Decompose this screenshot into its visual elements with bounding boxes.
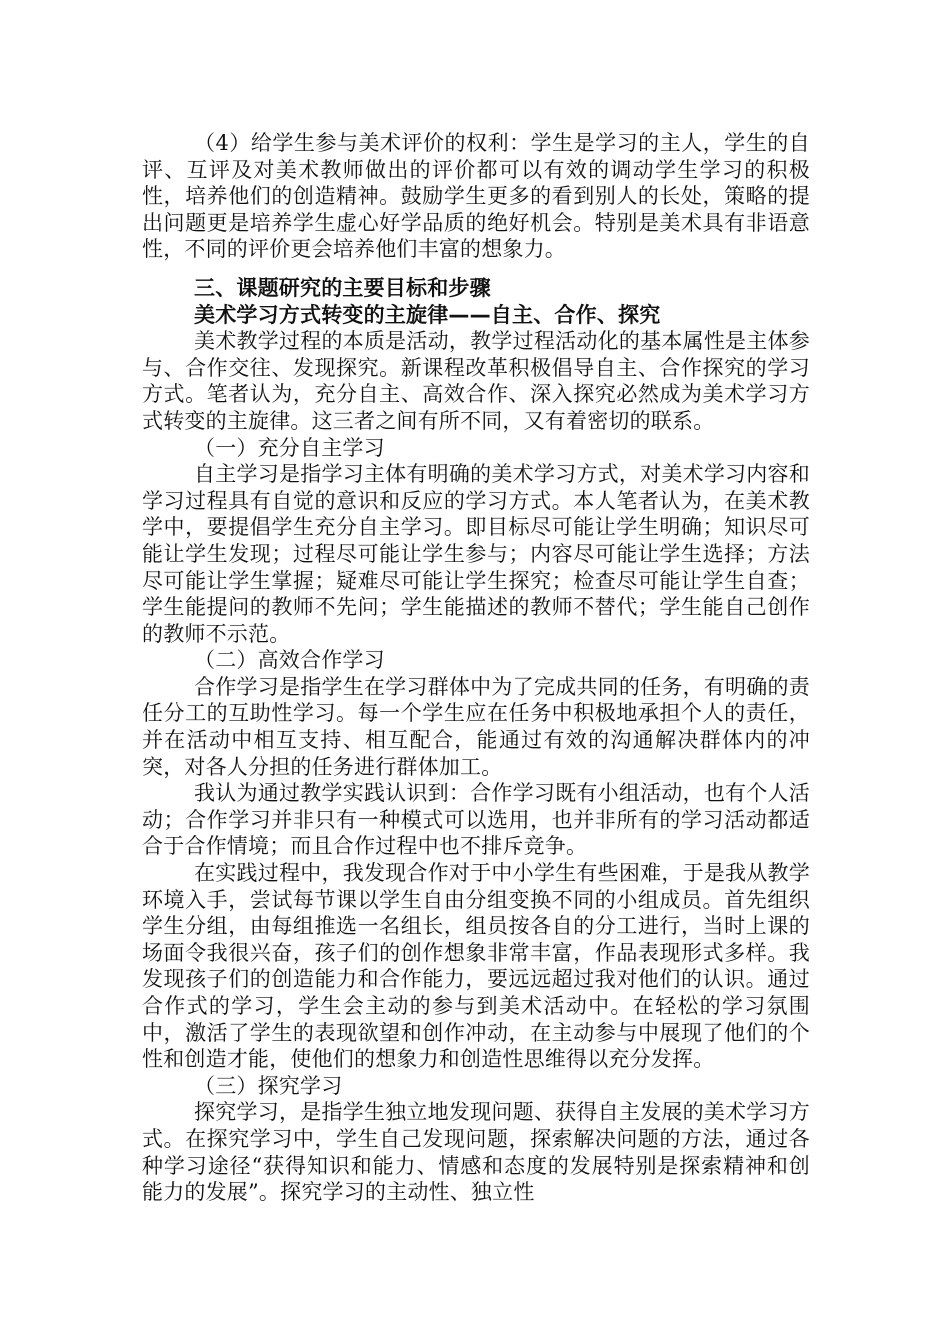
paragraph-inquiry: 探究学习，是指学生独立地发现问题、获得自主发展的美术学习方式。在探究学习中，学生自己发现问题，探索解决问题的方法，通过各种学习途径“获得知识和能力、情感和态度的发展特别是探索精神和创能力的发展”。探究学习的主动性、独立性 xyxy=(142,1100,810,1205)
paragraph-cooperative-definition: 合作学习是指学生在学习群体中为了完成共同的任务，有明确的责任分工的互助性学习。每一个学生应在任务中积极地承担个人的责任，并在活动中相互支持、相互配合，能通过有效的沟通解决群体内的冲突，对各人分担的任务进行群体加工。 xyxy=(142,674,810,779)
document-page xyxy=(142,130,810,1206)
section-heading: 三、课题研究的主要目标和步骤 xyxy=(194,275,491,300)
section-subheading: 美术学习方式转变的主旋律——自主、合作、探究 xyxy=(194,302,661,327)
paragraph-cooperative-practice: 我认为通过教学实践认识到：合作学习既有小组活动，也有个人活动；合作学习并非只有一种模式可以选用，也并非所有的学习活动都适合于合作情境；而且合作过程中也不排斥竞争。 xyxy=(142,781,810,859)
subsection-title-inquiry: （三）探究学习 xyxy=(194,1073,343,1098)
subsection-title-cooperative: （二）高效合作学习 xyxy=(194,648,385,673)
subsection-title-autonomous: （一）充分自主学习 xyxy=(194,435,385,460)
paragraph-autonomous: 自主学习是指学习主体有明确的美术学习方式，对美术学习内容和学习过程具有自觉的意识和反应的学习方式。本人笔者认为，在美术教学中，要提倡学生充分自主学习。即目标尽可能让学生明确；知识尽可能让学生发现；过程尽可能让学生参与；内容尽可能让学生选择；方法尽可能让学生掌握；疑难尽可能让学生探究；检查尽可能让学生自查；学生能提问的教师不先问；学生能描述的教师不替代；学生能自己创作的教师不示范。 xyxy=(142,462,810,646)
paragraph-cooperative-experience: 在实践过程中，我发现合作对于中小学生有些困难，于是我从教学环境入手，尝试每节课以学生自由分组变换不同的小组成员。首先组织学生分组，由每组推选一名组长，组员按各自的分工进行，当时上课的场面令我很兴奋，孩子们的创作想象非常丰富，作品表现形式多样。我发现孩子们的创造能力和合作能力，要远远超过我对他们的认识。通过合作式的学习，学生会主动的参与到美术活动中。在轻松的学习氛围中，激活了学生的表现欲望和创作冲动，在主动参与中展现了他们的个性和创造才能，使他们的想象力和创造性思维得以充分发挥。 xyxy=(142,861,810,1072)
paragraph-intro: 美术教学过程的本质是活动，教学过程活动化的基本属性是主体参与、合作交往、发现探究。新课程改革积极倡导自主、合作探究的学习方式。笔者认为，充分自主、高效合作、深入探究必然成为美术学习方式转变的主旋律。这三者之间有所不同，又有着密切的联系。 xyxy=(142,329,810,433)
paragraph-evaluation-rights: （4）给学生参与美术评价的权利：学生是学习的主人，学生的自评、互评及对美术教师做出的评价都可以有效的调动学生学习的积极性，培养他们的创造精神。鼓励学生更多的看到别人的长处，策略的提出问题更是培养学生虚心好学品质的绝好机会。特别是美术具有非语意性，不同的评价更会培养他们丰富的想象力。 xyxy=(142,131,810,262)
